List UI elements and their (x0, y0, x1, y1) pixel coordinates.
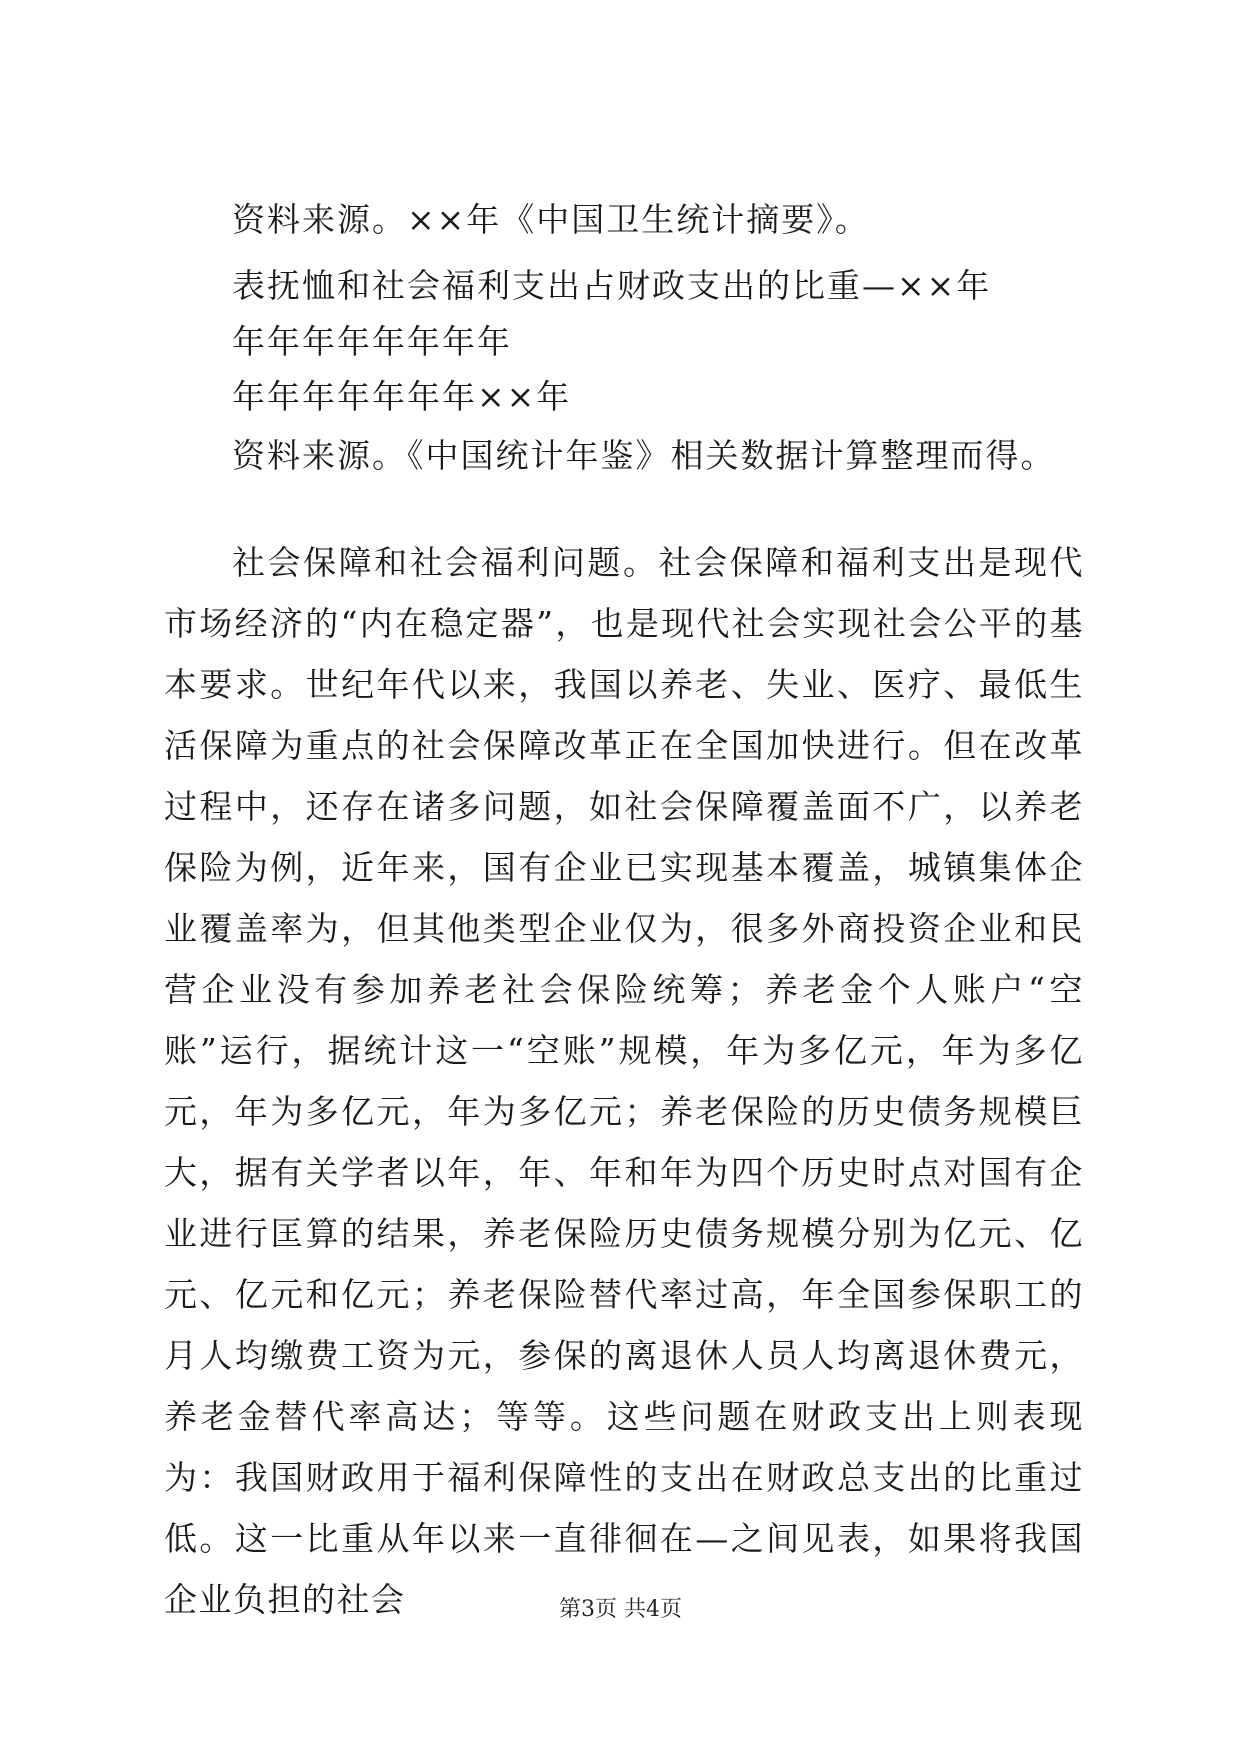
source-note-line: 资料来源。××年《中国卫生统计摘要》。 (232, 200, 870, 239)
table-year-row-2: 年年年年年年年××年 (232, 377, 572, 416)
body-paragraph: 社会保障和社会福利问题。社会保障和福利支出是现代市场经济的“内在稳定器”，也是现代社会实现社会公平的基本要求。世纪年代以来，我国以养老、失业、医疗、最低生活保障为重点的社会保障改革正在全国加快进行。但在改革过程中，还存在诸多问题，如社会保障覆盖面不广，以养老保险为例，近年来，国有企业已实现基本覆盖，城镇集体企业覆盖率为，但其他类型企业仅为，很多外商投资企业和民营企业没有参加养老社会保险统筹；养老金个人账户“空账”运行，据统计这一“空账”规模，年为多亿元，年为多亿元，年为多亿元，年为多亿元；养老保险的历史债务规模巨大，据有关学者以年，年、年和年为四个历史时点对国有企业进行匡算的结果，养老保险历史债务规模分别为亿元、亿元、亿元和亿元；养老保险替代率过高，年全国参保职工的月人均缴费工资为元，参保的离退休人员人均离退休费元，养老金替代率高达；等等。这些问题在财政支出上则表现为：我国财政用于福利保障性的支出在财政总支出的比重过低。这一比重从年以来一直徘徊在—之间见表，如果将我国企业负担的社会 (164, 543, 1084, 1619)
page-footer: 第3页 共4页 (559, 1597, 682, 1622)
table-year-row-1: 年年年年年年年年 (232, 322, 512, 361)
source-note-line-2: 资料来源。《中国统计年鉴》相关数据计算整理而得。 (232, 436, 1056, 475)
table-caption-line: 表抚恤和社会福利支出占财政支出的比重—××年 (232, 266, 992, 305)
